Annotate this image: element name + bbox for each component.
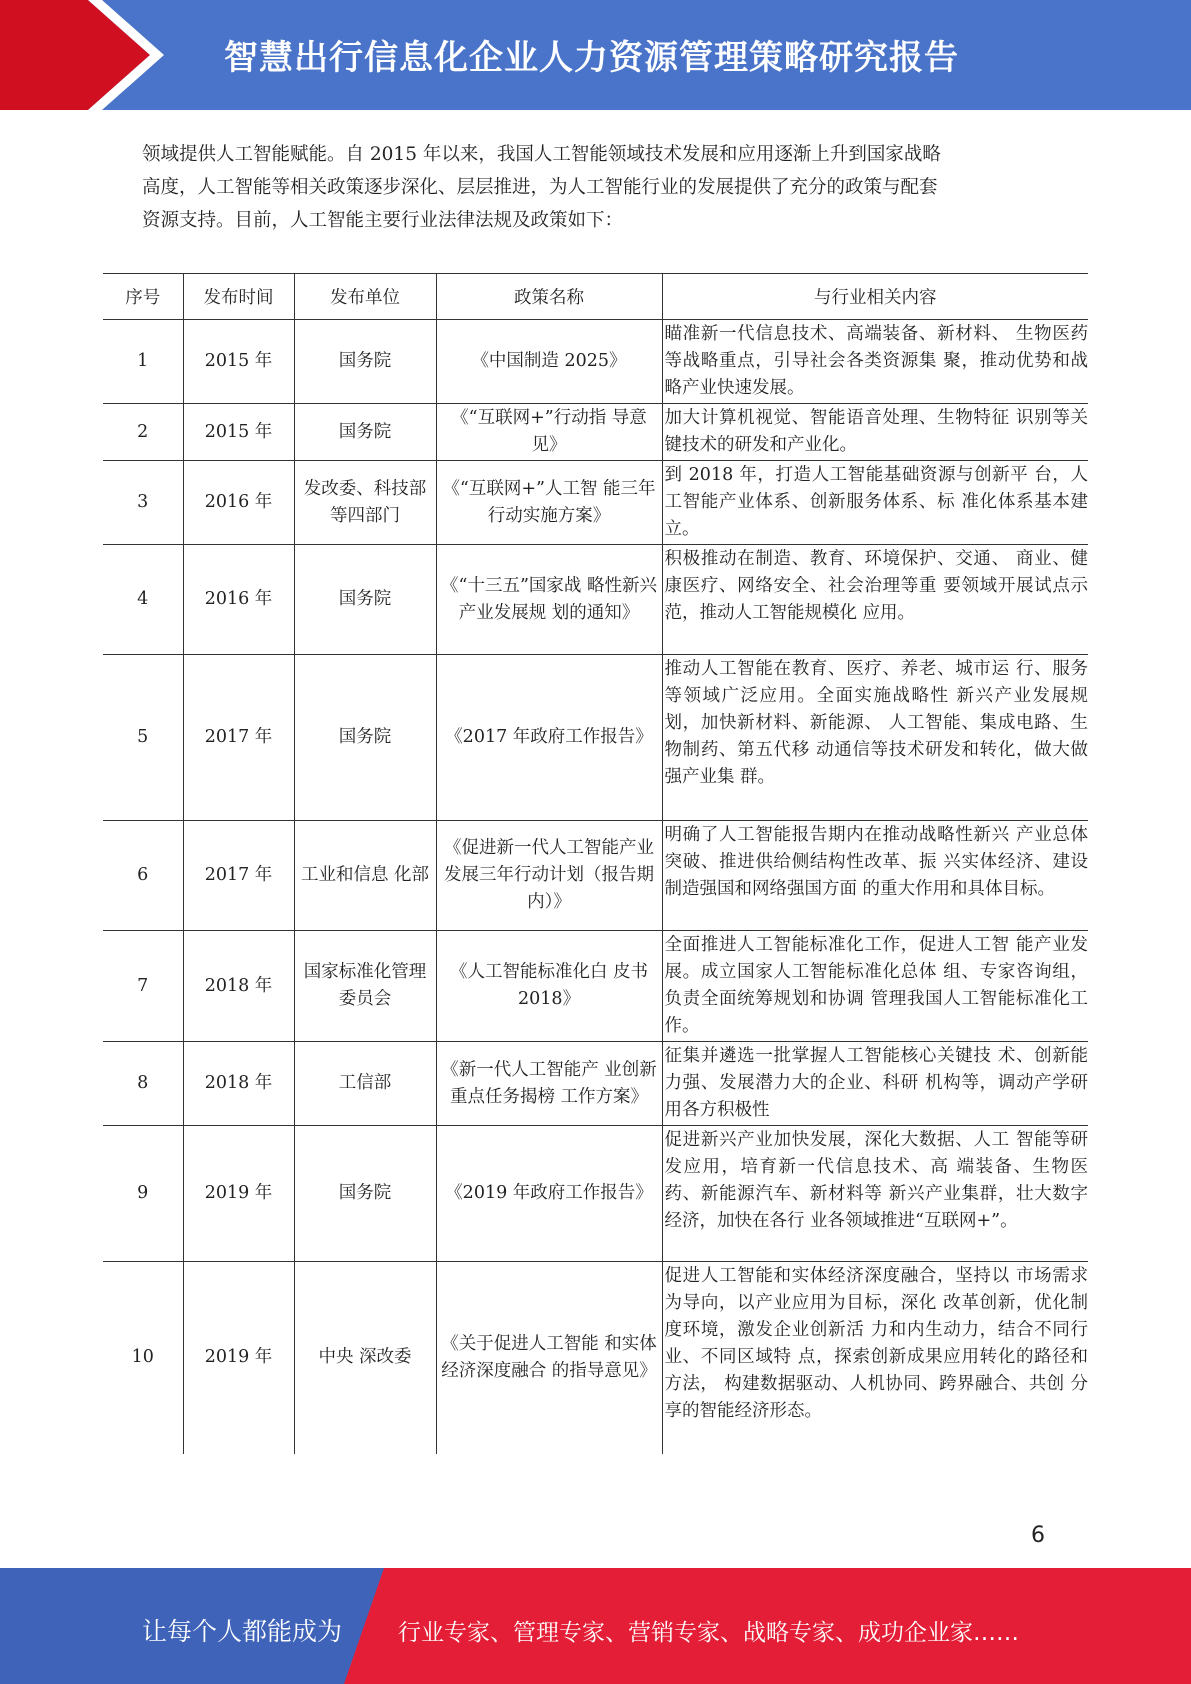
- cell-date: 2018 年: [183, 931, 294, 1042]
- cell-content: 加大计算机视觉、智能语音处理、生物特征 识别等关键技术的研发和产业化。: [662, 404, 1088, 461]
- cell-policy-name: 《人工智能标准化白 皮书 2018》: [436, 931, 662, 1042]
- cell-index: 3: [103, 461, 183, 545]
- cell-issuer: 国家标准化管理委员会: [294, 931, 436, 1042]
- table-row: [103, 1126, 1088, 1262]
- footer-slogan-right: 行业专家、管理专家、营销专家、战略专家、成功企业家……: [398, 1620, 1019, 1646]
- cell-issuer: 国务院: [294, 545, 436, 655]
- header-policy-name: 政策名称: [436, 274, 662, 320]
- table-row: [103, 1262, 1088, 1454]
- cell-date: 2017 年: [183, 655, 294, 821]
- cell-index: 10: [103, 1262, 183, 1454]
- cell-index: 2: [103, 404, 183, 461]
- cell-content: 促进新兴产业加快发展，深化大数据、人工 智能等研发应用，培育新一代信息技术、高 端装备、生物医药、新能源汽车、新材料等 新兴产业集群，壮大数字经济，加快在各行 业各领域推进“互联网+”。: [662, 1126, 1088, 1262]
- intro-line: 高度，人工智能等相关政策逐步深化、层层推进，为人工智能行业的发展提供了充分的政策与配套: [142, 177, 938, 198]
- cell-issuer: 发改委、科技部等四部门: [294, 461, 436, 545]
- cell-issuer: 国务院: [294, 655, 436, 821]
- report-title: 智慧出行信息化企业人力资源管理策略研究报告: [224, 38, 959, 78]
- table-row: [103, 1042, 1088, 1126]
- table-row: [103, 655, 1088, 821]
- table-row: [103, 931, 1088, 1042]
- cell-content: 征集并遴选一批掌握人工智能核心关键技 术、创新能力强、发展潜力大的企业、科研 机构等，调动产学研用各方积极性: [662, 1042, 1088, 1126]
- cell-content: 积极推动在制造、教育、环境保护、交通、 商业、健康医疗、网络安全、社会治理等重 要领域开展试点示范，推动人工智能规模化 应用。: [662, 545, 1088, 655]
- cell-date: 2019 年: [183, 1262, 294, 1454]
- cell-index: 9: [103, 1126, 183, 1262]
- cell-index: 1: [103, 320, 183, 404]
- cell-issuer: 工业和信息 化部: [294, 821, 436, 931]
- cell-policy-name: 《“互联网+”人工智 能三年行动实施方案》: [436, 461, 662, 545]
- cell-index: 8: [103, 1042, 183, 1126]
- cell-content: 明确了人工智能报告期内在推动战略性新兴 产业总体突破、推进供给侧结构性改革、振 兴实体经济、建设制造强国和网络强国方面 的重大作用和具体目标。: [662, 821, 1088, 931]
- cell-policy-name: 《中国制造 2025》: [436, 320, 662, 404]
- cell-content: 全面推进人工智能标准化工作，促进人工智 能产业发展。成立国家人工智能标准化总体 组、专家咨询组，负责全面统筹规划和协调 管理我国人工智能标准化工作。: [662, 931, 1088, 1042]
- table-row: [103, 821, 1088, 931]
- page-header: [0, 0, 1191, 110]
- cell-content: 瞄准新一代信息技术、高端装备、新材料、 生物医药等战略重点，引导社会各类资源集 聚，推动优势和战略产业快速发展。: [662, 320, 1088, 404]
- cell-issuer: 工信部: [294, 1042, 436, 1126]
- cell-policy-name: 《促进新一代人工智能产业发展三年行动计划（报告期内）》: [436, 821, 662, 931]
- cell-index: 6: [103, 821, 183, 931]
- table-header-row: [103, 274, 1088, 320]
- cell-issuer: 中央 深改委: [294, 1262, 436, 1454]
- footer-slogan-left: 让每个人都能成为: [142, 1617, 343, 1646]
- table-row: [103, 545, 1088, 655]
- cell-date: 2019 年: [183, 1126, 294, 1262]
- header-date: 发布时间: [183, 274, 294, 320]
- page-number: 6: [1031, 1523, 1045, 1548]
- header-index: 序号: [103, 274, 183, 320]
- cell-issuer: 国务院: [294, 404, 436, 461]
- cell-issuer: 国务院: [294, 1126, 436, 1262]
- cell-content: 到 2018 年，打造人工智能基础资源与创新平 台，人工智能产业体系、创新服务体系、标 准化体系基本建立。: [662, 461, 1088, 545]
- cell-date: 2016 年: [183, 461, 294, 545]
- cell-policy-name: 《新一代人工智能产 业创新重点任务揭榜 工作方案》: [436, 1042, 662, 1126]
- cell-date: 2015 年: [183, 404, 294, 461]
- intro-line: 资源支持。目前，人工智能主要行业法律法规及政策如下：: [142, 210, 624, 231]
- page-footer: [0, 1568, 1191, 1684]
- cell-index: 4: [103, 545, 183, 655]
- cell-date: 2017 年: [183, 821, 294, 931]
- cell-date: 2015 年: [183, 320, 294, 404]
- cell-index: 7: [103, 931, 183, 1042]
- table-row: [103, 404, 1088, 461]
- table-row: [103, 461, 1088, 545]
- cell-content: 促进人工智能和实体经济深度融合，坚持以 市场需求为导向，以产业应用为目标，深化 改革创新，优化制度环境，激发企业创新活 力和内生动力，结合不同行业、不同区域特 点，探索创新成果应用转化的路径和方法， 构建数据驱动、人机协同、跨界融合、共创 分享的智能经济形态。: [662, 1262, 1088, 1454]
- intro-line: 领域提供人工智能赋能。自 2015 年以来，我国人工智能领域技术发展和应用逐渐上升到国家战略: [142, 144, 941, 165]
- cell-policy-name: 《“互联网+”行动指 导意见》: [436, 404, 662, 461]
- header-issuer: 发布单位: [294, 274, 436, 320]
- cell-policy-name: 《2017 年政府工作报告》: [436, 655, 662, 821]
- cell-issuer: 国务院: [294, 320, 436, 404]
- cell-date: 2018 年: [183, 1042, 294, 1126]
- cell-index: 5: [103, 655, 183, 821]
- table-row: [103, 320, 1088, 404]
- intro-paragraph: [142, 138, 1062, 237]
- cell-content: 推动人工智能在教育、医疗、养老、城市运 行、服务等领域广泛应用。全面实施战略性 新兴产业发展规划，加快新材料、新能源、 人工智能、集成电路、生物制药、第五代移 动通信等技术研发和转化，做大做强产业集 群。: [662, 655, 1088, 821]
- policy-table: [103, 273, 1088, 1454]
- cell-policy-name: 《“十三五”国家战 略性新兴产业发展规 划的通知》: [436, 545, 662, 655]
- cell-date: 2016 年: [183, 545, 294, 655]
- cell-policy-name: 《2019 年政府工作报告》: [436, 1126, 662, 1262]
- cell-policy-name: 《关于促进人工智能 和实体经济深度融合 的指导意见》: [436, 1262, 662, 1454]
- header-content: 与行业相关内容: [662, 274, 1088, 320]
